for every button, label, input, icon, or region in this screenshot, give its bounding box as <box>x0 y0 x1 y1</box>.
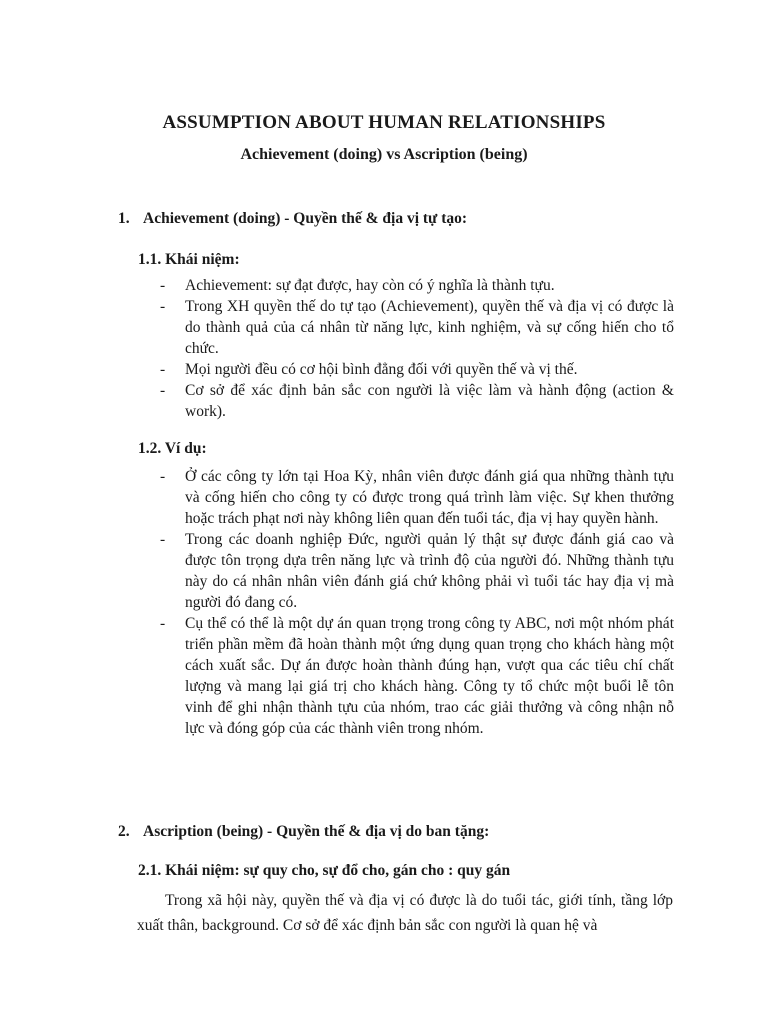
list-item: - Cơ sở để xác định bản sắc con người là việc làm và hành động (action & work). <box>160 382 674 420</box>
section-1-title: Achievement (doing) - Quyền thế & địa vị tự tạo: <box>143 210 468 227</box>
list-item: - Cụ thể có thể là một dự án quan trọng trong công ty ABC, nơi một nhóm phát triển phần mềm đã hoàn thành một ứng dụng quan trọng cho khách hàng một cách xuất sắc. Dự án được hoàn thành đúng hạn, vượt qua các tiêu chí chất lượng và mang lại giá trị cho khách hàng. Công ty tổ chức một buổi lễ tôn vinh để ghi nhận thành tựu của nhóm, trao các giải thưởng và công nhận nỗ lực và đóng góp của các thành viên trong nhóm. <box>160 615 674 737</box>
section-2-heading <box>118 823 489 841</box>
list-item: - Trong XH quyền thế do tự tạo (Achievement), quyền thế và địa vị có được là do thành quả của cá nhân từ năng lực, kinh nghiệm, và sự cống hiến cho tổ chức. <box>160 298 674 357</box>
subsection-1-1-heading: 1.1. Khái niệm: <box>138 251 240 268</box>
subsection-1-2-list <box>160 466 674 739</box>
list-item: - Trong các doanh nghiệp Đức, người quản lý thật sự được đánh giá cao và được tôn trọng dựa trên năng lực và trình độ của người đó. Những thành tựu này do cá nhân nhân viên đánh giá chứ không phải vì tuổi tác hay địa vị mà người đó đang có. <box>160 531 674 611</box>
section-2-title: Ascription (being) - Quyền thế & địa vị do ban tặng: <box>143 823 490 840</box>
subsection-1-1-list <box>160 275 674 422</box>
list-item: - Achievement: sự đạt được, hay còn có ý nghĩa là thành tựu. <box>160 277 555 294</box>
list-item: - Ở các công ty lớn tại Hoa Kỳ, nhân viên được đánh giá qua những thành tựu và cống hiến cho công ty có được trong quá trình làm việc. Sự khen thưởng hoặc trách phạt nơi này không liên quan đến tuổi tác, địa vị hay quyền hành. <box>160 468 674 527</box>
subsection-2-1-paragraph: Trong xã hội này, quyền thế và địa vị có được là do tuổi tác, giới tính, tầng lớp xuất thân, background. Cơ sở để xác định bản sắc con người là quan hệ và <box>137 892 673 934</box>
document-title: ASSUMPTION ABOUT HUMAN RELATIONSHIPS <box>162 112 606 133</box>
section-1-heading <box>118 210 467 228</box>
document-subtitle: Achievement (doing) vs Ascription (being) <box>240 146 528 163</box>
subsection-1-2-heading: 1.2. Ví dụ: <box>138 440 207 457</box>
list-item: - Mọi người đều có cơ hội bình đẳng đối với quyền thế và vị thế. <box>160 361 578 378</box>
section-2-number: 2. <box>118 823 130 840</box>
subsection-2-1-heading: 2.1. Khái niệm: sự quy cho, sự đổ cho, gán cho : quy gán <box>138 862 511 879</box>
section-1-number: 1. <box>118 210 130 227</box>
